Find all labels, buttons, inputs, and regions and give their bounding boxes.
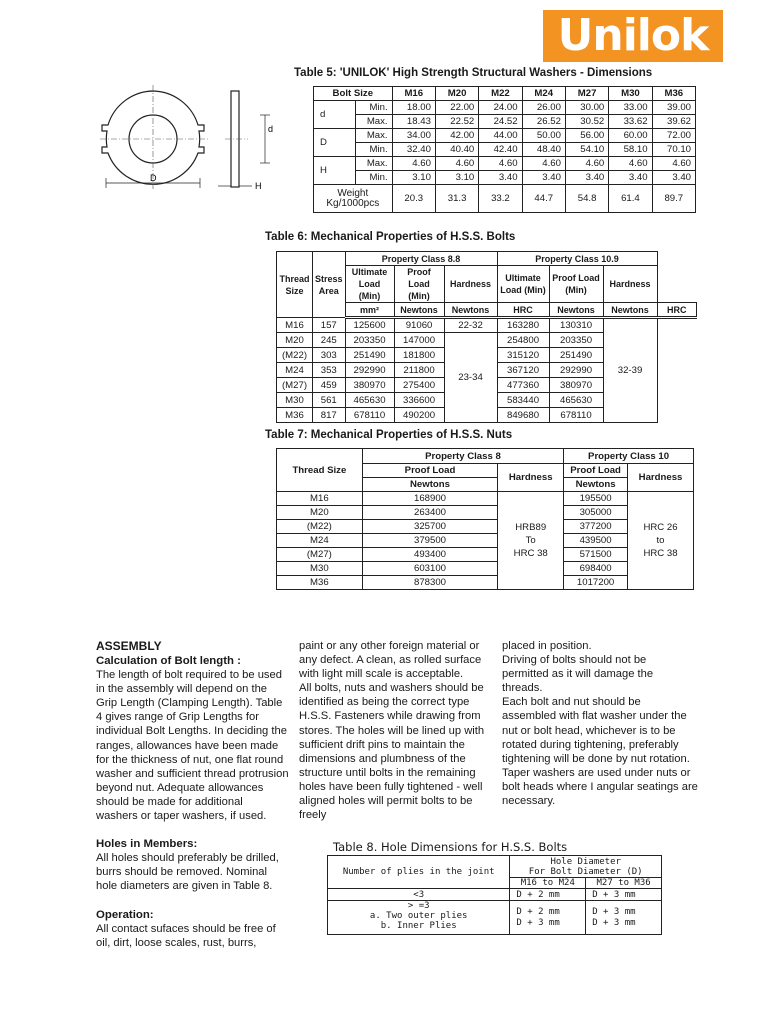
col3-line: permitted as it will damage the <box>502 668 654 681</box>
t6-cell: M24 <box>277 363 313 378</box>
t6-thread-1: Thread <box>279 273 310 284</box>
t6-cell: 490200 <box>394 408 444 423</box>
t5-sub: Max. <box>356 115 392 129</box>
t5-cell: 3.40 <box>652 171 695 185</box>
calc-line: individual Bolt Lengths. In deciding the <box>96 725 287 738</box>
holes-line: All holes should preferably be drilled, <box>96 852 279 865</box>
t6-ult-1: Ultimate <box>351 267 388 277</box>
t5-cell: 24.52 <box>479 115 522 129</box>
t5-header: M24 <box>522 87 565 101</box>
t6-stress-1: Stress <box>315 273 343 284</box>
t6-hard88-rest: 23-34 <box>444 333 497 423</box>
t6-header-pc109: Property Class 10.9 <box>497 252 657 266</box>
t5-header: M20 <box>435 87 478 101</box>
t6-proof-1: Proof Load <box>552 273 600 283</box>
table-row <box>277 492 694 506</box>
dim-H-label: H <box>255 181 262 191</box>
t6-cell: 203350 <box>549 333 603 348</box>
t5-cell: 18.43 <box>392 115 435 129</box>
col3-line: tightening will be done by nut rotation. <box>502 752 690 765</box>
operation-heading: Operation: <box>96 908 154 921</box>
table-row <box>314 115 696 129</box>
t5-header: M22 <box>479 87 522 101</box>
holes-line: burrs should be removed. Nominal <box>96 866 268 879</box>
t5-cell: 18.00 <box>392 101 435 115</box>
table5 <box>313 86 696 213</box>
t7-cell: 603100 <box>362 562 498 576</box>
table-row <box>314 143 696 157</box>
t7-cell: M30 <box>277 562 363 576</box>
t6-cell: 292990 <box>345 363 394 378</box>
t6-cell: 315120 <box>497 348 549 363</box>
t5-cell: 33.00 <box>609 101 652 115</box>
holes-heading: Holes in Members: <box>96 838 198 851</box>
t7-cell: (M22) <box>277 520 363 534</box>
t5-cell: 54.10 <box>565 143 608 157</box>
t6-thread-2: Size <box>285 285 304 296</box>
operation-line: All contact sufaces should be free of <box>96 922 276 935</box>
t6-cell: 91060 <box>394 318 444 333</box>
t6-ult-1: Ultimate <box>505 273 541 283</box>
t5-weight-label-2: Kg/1000pcs <box>326 197 380 209</box>
t5-cell: 48.40 <box>522 143 565 157</box>
text-column-1 <box>96 639 296 950</box>
calc-heading: Calculation of Bolt length : <box>96 655 241 667</box>
t6-cell: 459 <box>313 378 346 393</box>
t7-hard8-line: To <box>525 535 536 546</box>
t5-cell: 3.40 <box>609 171 652 185</box>
t8-c2-line: D + 3 mm <box>592 917 636 928</box>
t7-cell: 168900 <box>362 492 498 506</box>
t5-header: M36 <box>652 87 695 101</box>
t7-cell: 195500 <box>564 492 628 506</box>
dim-D-label: D <box>150 173 157 183</box>
t6-cell: 125600 <box>345 318 394 333</box>
col2-line: aligned holes will permit bolts to be <box>299 795 473 808</box>
col2-line: identified as being the correct type <box>299 696 470 709</box>
t6-cell: 163280 <box>497 318 549 333</box>
t5-cell: 34.00 <box>392 129 435 143</box>
t6-cell: 817 <box>313 408 346 423</box>
t6-cell: 203350 <box>345 333 394 348</box>
t5-cell: 3.10 <box>435 171 478 185</box>
t8-hole-1: Hole Diameter <box>550 856 621 867</box>
assembly-heading: ASSEMBLY <box>96 639 162 653</box>
t5-header: M30 <box>609 87 652 101</box>
t7-hard10-line: HRC 26 <box>643 522 678 533</box>
t7-cell: M36 <box>277 576 363 590</box>
t6-unit: Newtons <box>549 303 603 318</box>
text-column-2 <box>299 639 499 822</box>
t7-cell: 439500 <box>564 534 628 548</box>
t6-proof-1: Proof Load <box>407 267 431 289</box>
t6-cell: (M27) <box>277 378 313 393</box>
t5-sub: Max. <box>356 129 392 143</box>
t5-sub: Max. <box>356 157 392 171</box>
calc-line: beyond nut. Adequate allowances <box>96 781 264 794</box>
washer-diagram <box>100 85 280 195</box>
t8-plies-multi <box>328 901 510 935</box>
t6-header-proof <box>394 266 444 303</box>
t5-cell: 56.00 <box>565 129 608 143</box>
t8-hole-2: For Bolt Diameter (D) <box>528 866 643 877</box>
table-row <box>314 129 696 143</box>
t6-cell: 130310 <box>549 318 603 333</box>
t5-cell: 26.52 <box>522 115 565 129</box>
t5-cell: 4.60 <box>522 157 565 171</box>
t6-header-pc88: Property Class 8.8 <box>345 252 497 266</box>
t7-cell: 263400 <box>362 506 498 520</box>
col2-line: any defect. A clean, as rolled surface <box>299 654 482 667</box>
col3-line: bolt heads where I angular seatings are <box>502 780 698 793</box>
t7-cell: 305000 <box>564 506 628 520</box>
t6-cell: 561 <box>313 393 346 408</box>
t6-unit-area: mm² <box>345 303 394 318</box>
t5-cell: 26.00 <box>522 101 565 115</box>
t6-hard109: 32-39 <box>603 318 657 423</box>
spacer <box>96 823 296 837</box>
t6-unit: HRC <box>657 303 696 318</box>
t5-weight-cell: 44.7 <box>522 185 565 213</box>
t7-header-proof: Proof Load <box>564 464 628 478</box>
t5-cell: 22.00 <box>435 101 478 115</box>
table7-title: Table 7: Mechanical Properties of H.S.S. Nuts <box>265 429 513 441</box>
t5-param: D <box>314 129 356 157</box>
t5-cell: 42.40 <box>479 143 522 157</box>
col2-line: All bolts, nuts and washers should be <box>299 682 484 695</box>
t6-cell: 157 <box>313 318 346 333</box>
t5-cell: 39.00 <box>652 101 695 115</box>
t5-cell: 3.40 <box>565 171 608 185</box>
t8-cell: D + 2 mm <box>510 889 586 901</box>
t6-cell: 465630 <box>549 393 603 408</box>
t6-header-stress <box>313 252 346 318</box>
t7-header-thread: Thread Size <box>277 449 363 492</box>
col3-line: nut or bolt head, whichever is to be <box>502 724 676 737</box>
t6-ult-2: Load (Min) <box>500 285 546 295</box>
t7-header-pc10: Property Class 10 <box>564 449 694 464</box>
t7-header-proof: Proof Load <box>362 464 498 478</box>
t7-header-hard: Hardness <box>498 464 564 492</box>
t6-cell: 251490 <box>345 348 394 363</box>
t6-cell: 849680 <box>497 408 549 423</box>
t7-hard8-line: HRB89 <box>515 522 547 533</box>
calc-line: The length of bolt required to be used <box>96 669 282 682</box>
t6-unit: Newtons <box>444 303 497 318</box>
t5-sub: Min. <box>356 101 392 115</box>
table-row <box>314 185 696 213</box>
col2-line: stores. The holes will be lined up with <box>299 724 485 737</box>
t7-hard10 <box>628 492 694 590</box>
t5-weight-cell: 61.4 <box>609 185 652 213</box>
t6-cell: 367120 <box>497 363 549 378</box>
t5-weight-cell: 54.8 <box>565 185 608 213</box>
t7-cell: 493400 <box>362 548 498 562</box>
t7-header-pc8: Property Class 8 <box>362 449 563 464</box>
t7-cell: 878300 <box>362 576 498 590</box>
col2-line: H.S.S. Fasteners while drawing from <box>299 710 481 723</box>
t6-cell: 181800 <box>394 348 444 363</box>
t5-cell: 42.00 <box>435 129 478 143</box>
col2-line: paint or any other foreign material or <box>299 640 480 652</box>
t6-cell: 678110 <box>345 408 394 423</box>
t6-cell: 147000 <box>394 333 444 348</box>
t7-cell: M16 <box>277 492 363 506</box>
t8-header-c1: M16 to M24 <box>510 878 586 889</box>
col3-line: threads. <box>502 682 543 695</box>
t6-cell: 254800 <box>497 333 549 348</box>
t5-weight-label-1: Weight <box>337 187 369 199</box>
t6-proof-2: (Min) <box>565 285 587 295</box>
col3-line: placed in position. <box>502 640 592 652</box>
col2-line: structure until bolts in the remaining <box>299 766 476 779</box>
t7-cell: 325700 <box>362 520 498 534</box>
t5-cell: 4.60 <box>479 157 522 171</box>
t7-cell: 377200 <box>564 520 628 534</box>
t6-cell: 380970 <box>345 378 394 393</box>
t7-cell: (M27) <box>277 548 363 562</box>
t6-hard88-m16: 22-32 <box>444 318 497 333</box>
t5-cell: 4.60 <box>652 157 695 171</box>
table8 <box>327 855 662 935</box>
table6 <box>276 251 697 423</box>
col2-line: sufficient drift pins to maintain the <box>299 738 465 751</box>
unilok-logo: Unilok <box>543 10 723 62</box>
table5-title: Table 5: 'UNILOK' High Strength Structural Washers - Dimensions <box>294 67 653 79</box>
dim-d-label: d <box>268 124 274 134</box>
t6-cell: 275400 <box>394 378 444 393</box>
t6-cell: 211800 <box>394 363 444 378</box>
t6-cell: (M22) <box>277 348 313 363</box>
t6-cell: 251490 <box>549 348 603 363</box>
t8-plies-line: b. Inner Plies <box>380 921 457 931</box>
t6-cell: 353 <box>313 363 346 378</box>
t5-cell: 4.60 <box>609 157 652 171</box>
t8-header-c2: M27 to M36 <box>586 878 662 889</box>
t5-cell: 30.52 <box>565 115 608 129</box>
calc-line: washer and sufficient thread protrusion <box>96 767 289 780</box>
t7-cell: M24 <box>277 534 363 548</box>
t7-cell: 698400 <box>564 562 628 576</box>
col3-line: rotated during tightening, preferably <box>502 738 679 751</box>
t5-cell: 72.00 <box>652 129 695 143</box>
t5-cell: 30.00 <box>565 101 608 115</box>
calc-line: ranges, allowances have been made <box>96 739 279 752</box>
t5-cell: 70.10 <box>652 143 695 157</box>
operation-line: oil, dirt, loose scales, rust, burrs, <box>96 936 257 949</box>
t7-cell: 1017200 <box>564 576 628 590</box>
t8-c2-multi <box>586 901 662 935</box>
t7-unit: Newtons <box>362 478 498 492</box>
t6-header-hard: Hardness <box>603 266 657 303</box>
t7-hard8-line: HRC 38 <box>513 548 548 559</box>
t8-plies-line: > =3 <box>407 901 430 911</box>
text-column-3 <box>502 639 717 808</box>
t6-cell: M36 <box>277 408 313 423</box>
table8-title: Table 8. Hole Dimensions for H.S.S. Bolts <box>333 840 568 854</box>
t8-c1-multi <box>510 901 586 935</box>
holes-line: hole diameters are given in Table 8. <box>96 880 273 893</box>
calc-line: in the assembly will depend on the <box>96 683 268 696</box>
calc-line: Grip Length (Clamping Length). Table <box>96 697 283 710</box>
t8-c1-line: D + 3 mm <box>516 917 560 928</box>
t6-cell: 477360 <box>497 378 549 393</box>
t6-header-ult <box>497 266 549 303</box>
t5-cell: 44.00 <box>479 129 522 143</box>
t7-cell: 379500 <box>362 534 498 548</box>
t6-proof-2: (Min) <box>408 291 430 301</box>
t5-cell: 39.62 <box>652 115 695 129</box>
t5-cell: 3.40 <box>522 171 565 185</box>
t6-stress-2: Area <box>318 285 339 296</box>
t5-weight-cell: 89.7 <box>652 185 695 213</box>
t8-header-plies: Number of plies in the joint <box>328 856 510 889</box>
t6-cell: M20 <box>277 333 313 348</box>
table7 <box>276 448 694 590</box>
t5-cell: 4.60 <box>435 157 478 171</box>
col3-line: Driving of bolts should not be <box>502 654 647 667</box>
t5-cell: 33.62 <box>609 115 652 129</box>
t6-cell: M16 <box>277 318 313 333</box>
t5-cell: 60.00 <box>609 129 652 143</box>
col2-line: freely <box>299 809 327 822</box>
t8-cell: D + 3 mm <box>586 889 662 901</box>
t5-header: M16 <box>392 87 435 101</box>
t7-hard8 <box>498 492 564 590</box>
t5-cell: 3.10 <box>392 171 435 185</box>
t5-cell: 40.40 <box>435 143 478 157</box>
t5-cell: 4.60 <box>392 157 435 171</box>
t5-weight-cell: 20.3 <box>392 185 435 213</box>
t6-header-ult <box>345 266 394 303</box>
t6-ult-2: Load (Min) <box>358 279 381 301</box>
t7-unit: Newtons <box>564 478 628 492</box>
t5-cell: 3.40 <box>479 171 522 185</box>
t6-cell: 336600 <box>394 393 444 408</box>
t5-sub: Min. <box>356 143 392 157</box>
t5-cell: 24.00 <box>479 101 522 115</box>
t8-plies-line: a. Two outer plies <box>369 911 468 921</box>
t6-cell: 303 <box>313 348 346 363</box>
table-row <box>328 889 662 901</box>
t5-cell: 4.60 <box>565 157 608 171</box>
t6-unit: Newtons <box>603 303 657 318</box>
t5-weight-cell: 31.3 <box>435 185 478 213</box>
col3-line: Taper washers are used under nuts or <box>502 766 691 779</box>
col2-line: dimensions and plumbness of the <box>299 752 466 765</box>
t5-cell: 22.52 <box>435 115 478 129</box>
table-row <box>328 901 662 935</box>
t5-sub: Min. <box>356 171 392 185</box>
t5-param: H <box>314 157 356 185</box>
t8-header-hole <box>510 856 662 878</box>
t6-unit: Newtons <box>394 303 444 318</box>
t5-weight-cell: 33.2 <box>479 185 522 213</box>
t5-weight-label <box>314 185 393 213</box>
t5-header-bolt-size: Bolt Size <box>314 87 393 101</box>
col2-line: holes have been fully tightened - well <box>299 780 483 793</box>
t6-header-thread <box>277 252 313 318</box>
calc-line: washers or taper washers, if used. <box>96 810 267 823</box>
calc-line: 4 gives range of Grip Lengths for <box>96 711 259 724</box>
t7-header-hard: Hardness <box>628 464 694 492</box>
col3-line: assembled with flat washer under the <box>502 710 687 723</box>
t7-hard10-line: to <box>656 535 665 546</box>
t6-unit: HRC <box>497 303 549 318</box>
col2-line: with light mill scale is acceptable. <box>299 668 464 681</box>
spacer <box>96 894 296 908</box>
t6-cell: 465630 <box>345 393 394 408</box>
t6-cell: 678110 <box>549 408 603 423</box>
table6-title: Table 6: Mechanical Properties of H.S.S. Bolts <box>265 231 516 243</box>
table-row <box>314 171 696 185</box>
t7-hard10-line: HRC 38 <box>643 548 678 559</box>
t7-cell: 571500 <box>564 548 628 562</box>
t5-cell: 58.10 <box>609 143 652 157</box>
t7-cell: M20 <box>277 506 363 520</box>
t8-c2-line: D + 3 mm <box>592 906 636 917</box>
t5-header: M27 <box>565 87 608 101</box>
t8-c1-line: D + 2 mm <box>516 906 560 917</box>
t6-cell: M30 <box>277 393 313 408</box>
table-row <box>277 318 697 333</box>
table-row <box>314 157 696 171</box>
t6-header-proof <box>549 266 603 303</box>
table-row <box>314 101 696 115</box>
col3-line: Each bolt and nut should be <box>502 696 641 709</box>
t6-cell: 583440 <box>497 393 549 408</box>
t5-cell: 32.40 <box>392 143 435 157</box>
t6-cell: 245 <box>313 333 346 348</box>
calc-line: should be made for additional <box>96 795 243 808</box>
t6-cell: 380970 <box>549 378 603 393</box>
t6-cell: 292990 <box>549 363 603 378</box>
t8-cell: <3 <box>328 889 510 901</box>
t6-header-hard: Hardness <box>444 266 497 303</box>
col3-line: necessary. <box>502 795 556 808</box>
t5-cell: 50.00 <box>522 129 565 143</box>
t5-param: d <box>314 101 356 129</box>
calc-line: for the thickness of nut, one flat round <box>96 753 284 766</box>
